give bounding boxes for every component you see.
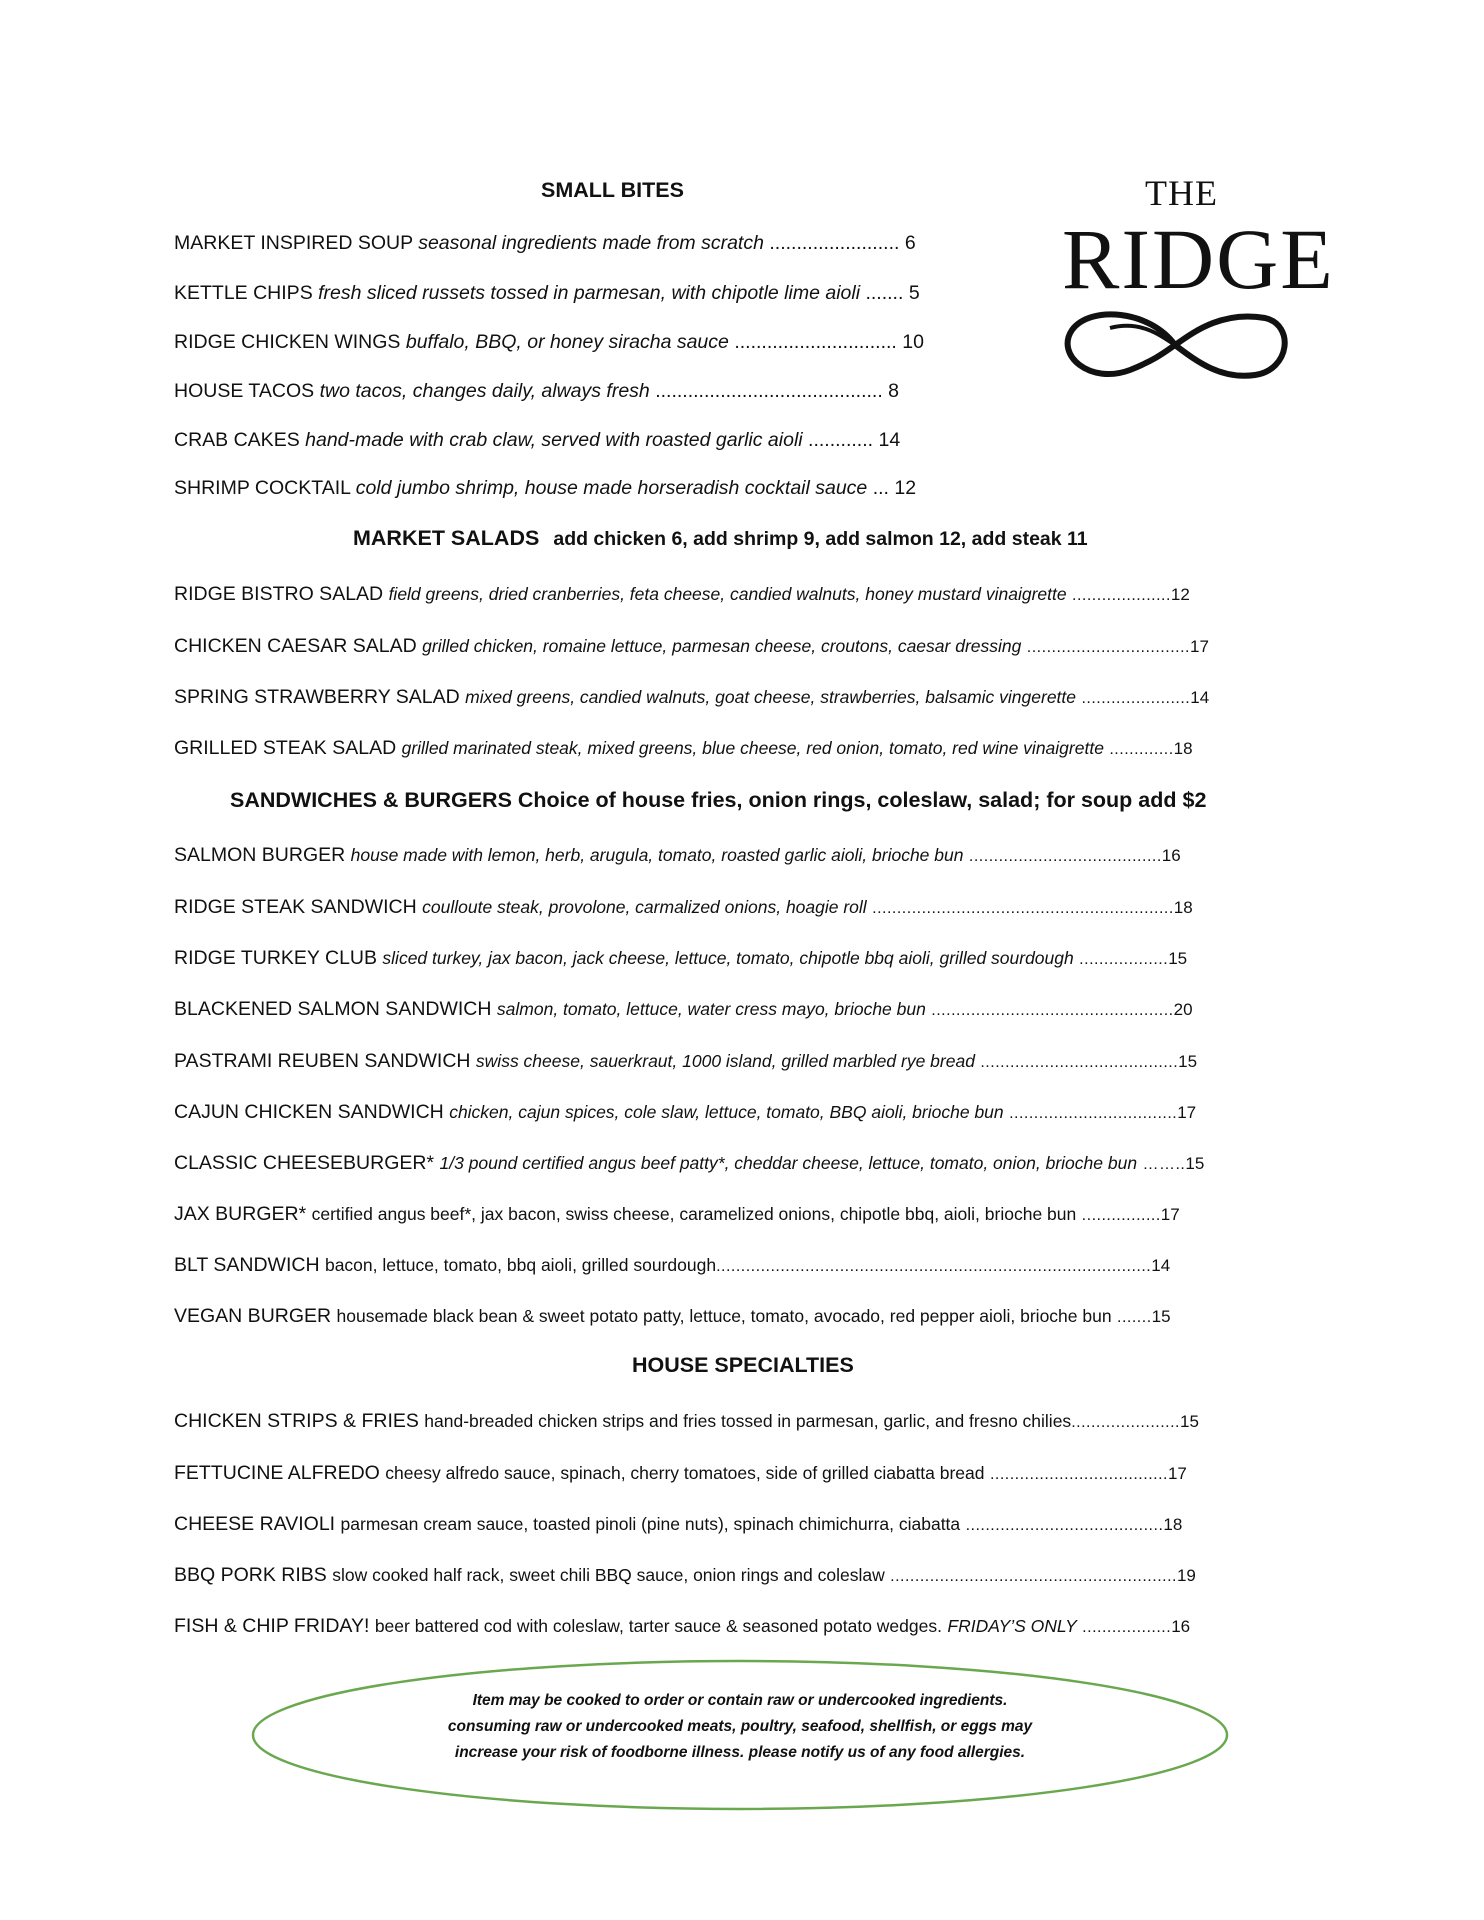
menu-item: FETTUCINE ALFREDO cheesy alfredo sauce, spinach, cherry tomatoes, side of grilled ciabatta bread ....................................17 bbox=[174, 1462, 1187, 1484]
menu-item: FISH & CHIP FRIDAY! beer battered cod with coleslaw, tarter sauce & seasoned potato wedges. FRIDAY’S ONLY ..................16 bbox=[174, 1615, 1191, 1637]
menu-item: PASTRAMI REUBEN SANDWICH swiss cheese, sauerkraut, 1000 island, grilled marbled rye bread ........................................15 bbox=[174, 1050, 1198, 1072]
menu-item: SPRING STRAWBERRY SALAD mixed greens, candied walnuts, goat cheese, strawberries, balsamic vingerette ......................14 bbox=[174, 686, 1210, 708]
notice-line-2: consuming raw or undercooked meats, poultry, seafood, shellfish, or eggs may bbox=[447, 1718, 1033, 1735]
notice-line-3: increase your risk of foodborne illness. please notify us of any food allergies. bbox=[454, 1744, 1026, 1761]
menu-item: CAJUN CHICKEN SANDWICH chicken, cajun spices, cole slaw, lettuce, tomato, BBQ aioli, brioche bun ..................................17 bbox=[174, 1101, 1197, 1123]
the-ridge-logo bbox=[1050, 172, 1335, 392]
menu-item: RIDGE CHICKEN WINGS buffalo, BBQ, or honey siracha sauce .............................. 10 bbox=[174, 331, 924, 353]
menu-item: RIDGE BISTRO SALAD field greens, dried cranberries, feta cheese, candied walnuts, honey mustard vinaigrette ....................12 bbox=[174, 583, 1190, 605]
logo-ridge: RIDGE bbox=[1062, 211, 1335, 307]
small-bites-heading: SMALL BITES bbox=[541, 178, 684, 202]
menu-item: VEGAN BURGER housemade black bean & sweet potato patty, lettuce, tomato, avocado, red pepper aioli, brioche bun .......15 bbox=[174, 1305, 1171, 1327]
menu-item: CRAB CAKES hand-made with crab claw, served with roasted garlic aioli ............ 14 bbox=[174, 429, 901, 451]
menu-item: CHICKEN CAESAR SALAD grilled chicken, romaine lettuce, parmesan cheese, croutons, caesar dressing .................................17 bbox=[174, 635, 1209, 657]
menu-item: KETTLE CHIPS fresh sliced russets tossed in parmesan, with chipotle lime aioli ....... 5 bbox=[174, 282, 920, 304]
menu-item: HOUSE TACOS two tacos, changes daily, always fresh .......................................... 8 bbox=[174, 380, 900, 402]
logo-the: THE bbox=[1145, 173, 1218, 213]
sandwiches-burgers-heading: SANDWICHES & BURGERS Choice of house fries, onion rings, coleslaw, salad; for soup add $2 bbox=[230, 788, 1207, 812]
menu-item: RIDGE TURKEY CLUB sliced turkey, jax bacon, jack cheese, lettuce, tomato, chipotle bbq aioli, grilled sourdough ..................15 bbox=[174, 947, 1188, 969]
menu-item: SHRIMP COCKTAIL cold jumbo shrimp, house made horseradish cocktail sauce ... 12 bbox=[174, 477, 917, 499]
menu-item: SALMON BURGER house made with lemon, herb, arugula, tomato, roasted garlic aioli, brioche bun .......................................16 bbox=[174, 844, 1181, 866]
allergy-notice bbox=[250, 1658, 1230, 1812]
menu-item: CHEESE RAVIOLI parmesan cream sauce, toasted pinoli (pine nuts), spinach chimichurra, ciabatta ........................................18 bbox=[174, 1513, 1183, 1535]
menu-item: CHICKEN STRIPS & FRIES hand-breaded chicken strips and fries tossed in parmesan, garlic, and fresno chilies......................15 bbox=[174, 1410, 1199, 1432]
menu-item: MARKET INSPIRED SOUP seasonal ingredients made from scratch ........................ 6 bbox=[174, 232, 916, 254]
house-specialties-heading: HOUSE SPECIALTIES bbox=[632, 1353, 854, 1377]
menu-item: JAX BURGER* certified angus beef*, jax bacon, swiss cheese, caramelized onions, chipotle bbq, aioli, brioche bun ................17 bbox=[174, 1203, 1180, 1225]
menu-item: GRILLED STEAK SALAD grilled marinated steak, mixed greens, blue cheese, red onion, tomato, red wine vinaigrette .............18 bbox=[174, 737, 1193, 759]
menu-item: BLT SANDWICH bacon, lettuce, tomato, bbq aioli, grilled sourdough........................................................................................14 bbox=[174, 1254, 1171, 1276]
market-salads-addons: add chicken 6, add shrimp 9, add salmon 12, add steak 11 bbox=[553, 528, 1088, 550]
menu-item: BLACKENED SALMON SANDWICH salmon, tomato, lettuce, water cress mayo, brioche bun .................................................20 bbox=[174, 998, 1193, 1020]
infinity-swirl-icon bbox=[1050, 300, 1300, 390]
notice-line-1: Item may be cooked to order or contain raw or undercooked ingredients. bbox=[472, 1692, 1008, 1709]
menu-item: RIDGE STEAK SANDWICH coulloute steak, provolone, carmalized onions, hoagie roll .............................................................18 bbox=[174, 896, 1193, 918]
menu-item: CLASSIC CHEESEBURGER* 1/3 pound certified angus beef patty*, cheddar cheese, lettuce, tomato, onion, brioche bun ……..15 bbox=[174, 1152, 1205, 1174]
menu-item: BBQ PORK RIBS slow cooked half rack, sweet chili BBQ sauce, onion rings and coleslaw ..........................................................19 bbox=[174, 1564, 1196, 1586]
market-salads-heading: MARKET SALADS add chicken 6, add shrimp 9, add salmon 12, add steak 11 bbox=[353, 526, 1088, 550]
